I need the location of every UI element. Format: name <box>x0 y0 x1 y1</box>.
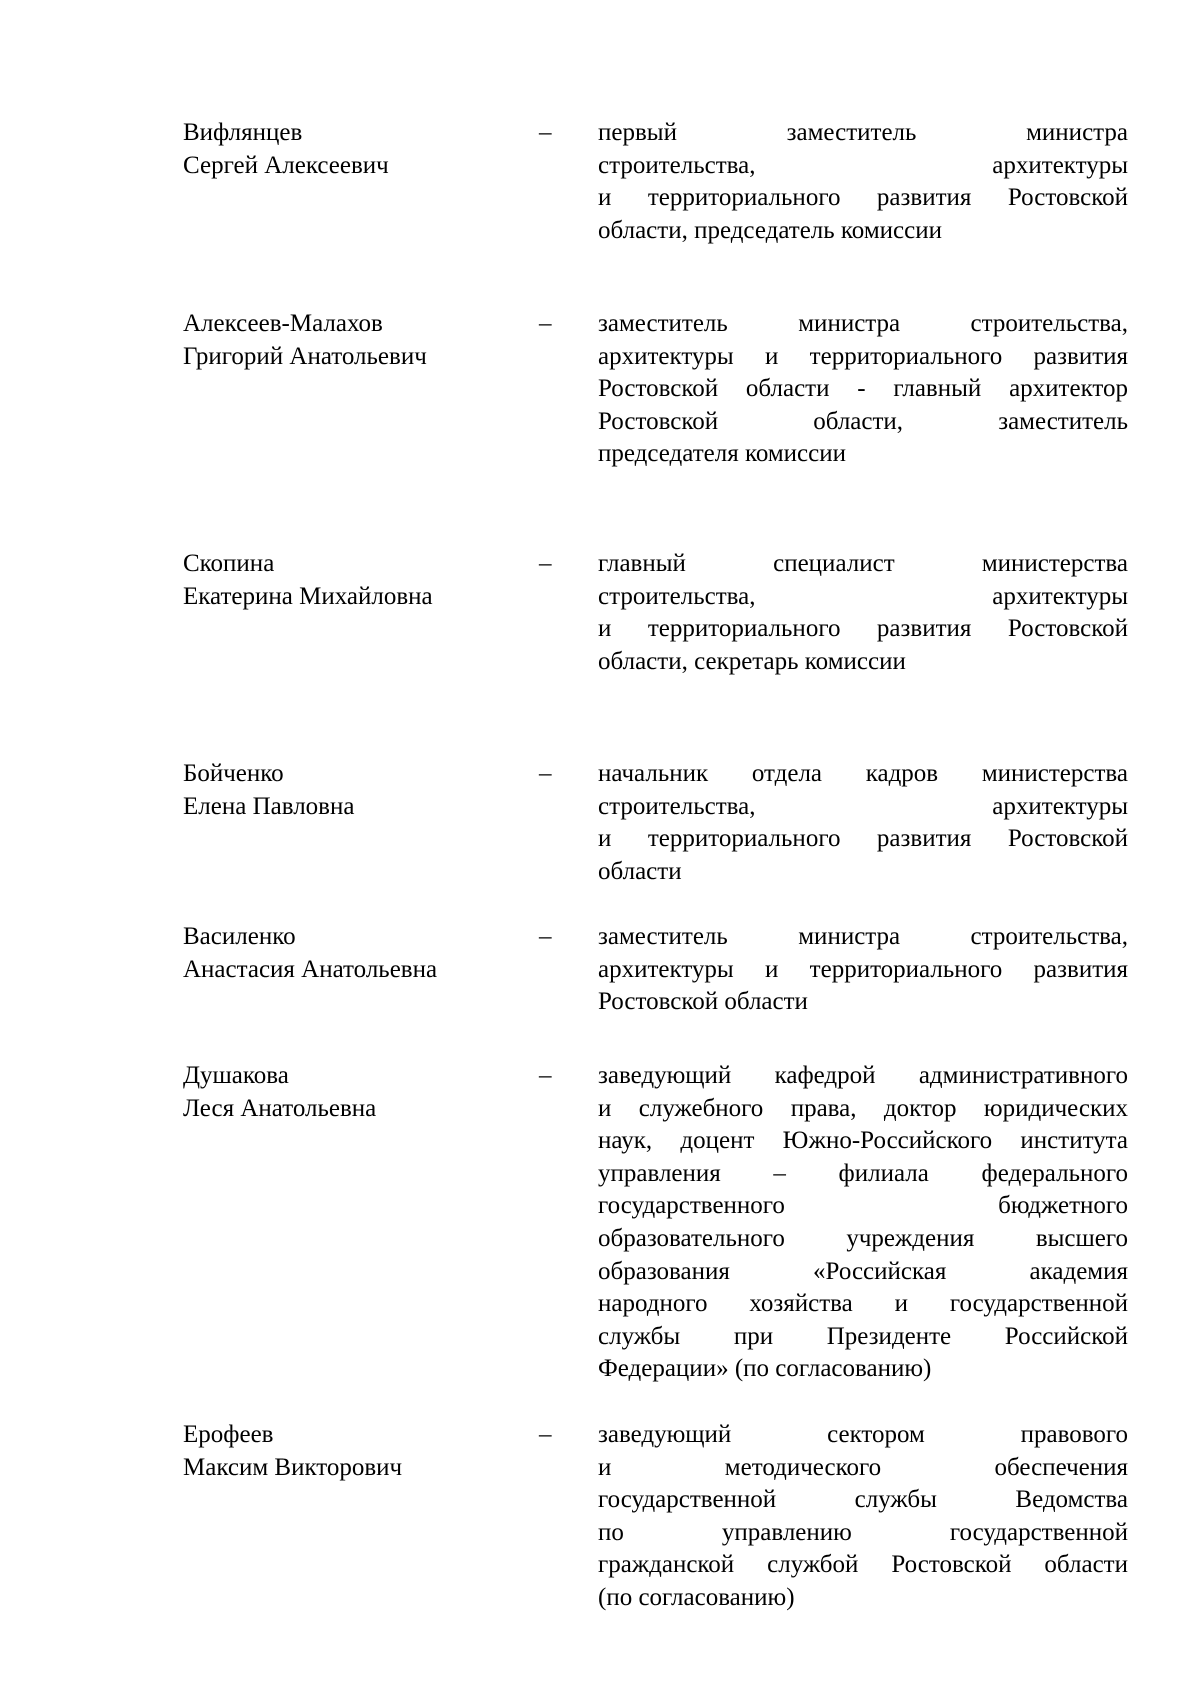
role-line: заместитель министра строительства, <box>598 923 1128 950</box>
role-line: строительства, архитектуры <box>598 792 1128 820</box>
role-line: образования «Российская академия <box>598 1257 1128 1285</box>
member-surname: Василенко <box>183 923 296 950</box>
separator-dash: – <box>539 550 552 577</box>
role-line: архитектуры и территориального развития <box>598 955 1128 983</box>
separator-dash: – <box>539 1062 552 1089</box>
role-line: (по согласованию) <box>598 1583 795 1611</box>
member-role <box>598 1060 1128 1386</box>
member-name <box>183 758 513 823</box>
member-role <box>598 921 1128 1019</box>
member-surname: Алексеев-Малахов <box>183 310 383 337</box>
role-line: заведующий сектором правового <box>598 1421 1128 1448</box>
role-line: народного хозяйства и государственной <box>598 1290 1128 1318</box>
separator-dash: – <box>539 310 552 337</box>
role-line: Ростовской области - главный архитектор <box>598 375 1128 403</box>
role-line: образовательного учреждения высшего <box>598 1224 1128 1252</box>
member-role <box>598 758 1128 888</box>
member-name <box>183 548 513 613</box>
role-line: области <box>598 857 682 885</box>
member-given-names: Екатерина Михайловна <box>183 582 433 610</box>
role-line: и методического обеспечения <box>598 1453 1128 1481</box>
member-given-names: Сергей Алексеевич <box>183 151 389 179</box>
member-role <box>598 548 1128 678</box>
role-line: области, секретарь комиссии <box>598 647 906 675</box>
role-line: архитектуры и территориального развития <box>598 342 1128 370</box>
member-name <box>183 308 513 373</box>
role-line: и территориального развития Ростовской <box>598 825 1128 853</box>
member-surname: Скопина <box>183 550 275 577</box>
role-line: заместитель министра строительства, <box>598 310 1128 337</box>
role-line: Ростовской области <box>598 988 808 1016</box>
member-role <box>598 117 1128 247</box>
member-given-names: Анастасия Анатольевна <box>183 955 438 983</box>
member-surname: Бойченко <box>183 760 284 787</box>
role-line: и служебного права, доктор юридических <box>598 1094 1128 1122</box>
role-line: управления – филиала федерального <box>598 1159 1128 1187</box>
member-name <box>183 921 513 986</box>
member-role <box>598 308 1128 471</box>
role-line: по управлению государственной <box>598 1518 1128 1546</box>
member-given-names: Елена Павловна <box>183 792 355 820</box>
role-line: службы при Президенте Российской <box>598 1322 1128 1350</box>
role-line: государственного бюджетного <box>598 1192 1128 1220</box>
separator-dash: – <box>539 760 552 787</box>
member-name <box>183 1060 513 1125</box>
role-line: строительства, архитектуры <box>598 151 1128 179</box>
role-line: Ростовской области, заместитель <box>598 407 1128 435</box>
role-line: наук, доцент Южно-Российского института <box>598 1127 1128 1155</box>
role-line: и территориального развития Ростовской <box>598 184 1128 212</box>
role-line: Федерации» (по согласованию) <box>598 1355 932 1383</box>
role-line: председателя комиссии <box>598 440 846 468</box>
member-role <box>598 1419 1128 1615</box>
member-name <box>183 117 513 182</box>
role-line: заведующий кафедрой административного <box>598 1062 1128 1089</box>
member-given-names: Григорий Анатольевич <box>183 342 427 370</box>
separator-dash: – <box>539 119 552 146</box>
member-surname: Вифлянцев <box>183 119 303 146</box>
role-line: первый заместитель министра <box>598 119 1128 146</box>
role-line: главный специалист министерства <box>598 550 1128 577</box>
member-name <box>183 1419 513 1484</box>
role-line: государственной службы Ведомства <box>598 1486 1128 1514</box>
separator-dash: – <box>539 923 552 950</box>
member-given-names: Леся Анатольевна <box>183 1094 377 1122</box>
role-line: гражданской службой Ростовской области <box>598 1551 1128 1579</box>
role-line: и территориального развития Ростовской <box>598 615 1128 643</box>
member-surname: Ерофеев <box>183 1421 274 1448</box>
separator-dash: – <box>539 1421 552 1448</box>
role-line: области, председатель комиссии <box>598 216 942 244</box>
role-line: строительства, архитектуры <box>598 582 1128 610</box>
member-surname: Душакова <box>183 1062 289 1089</box>
role-line: начальник отдела кадров министерства <box>598 760 1128 787</box>
member-given-names: Максим Викторович <box>183 1453 403 1481</box>
